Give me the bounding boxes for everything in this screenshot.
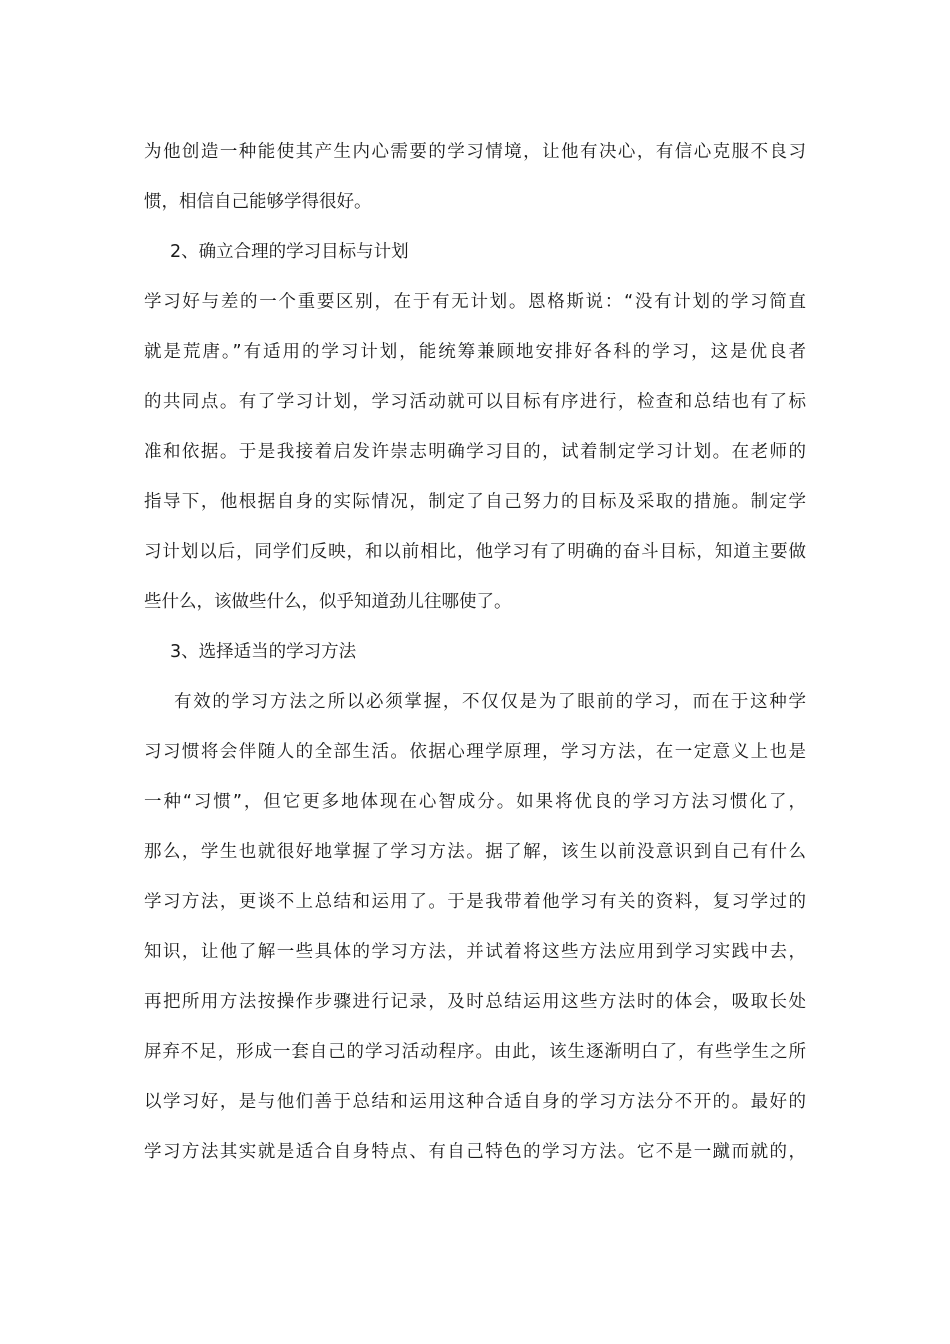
paragraph-goals xyxy=(144,277,806,627)
text-line: 知识，让他了解一些具体的学习方法，并试着将这些方法应用到学习实践中去， xyxy=(144,942,806,962)
section-heading-goals: 2、确立合理的学习目标与计划 xyxy=(170,242,409,262)
text-line: 准和依据。于是我接着启发许崇志明确学习目的，试着制定学习计划。在老师的 xyxy=(144,442,806,462)
text-line: 一种“习惯”，但它更多地体现在心智成分。如果将优良的学习方法习惯化了， xyxy=(144,792,806,812)
text-line: 为他创造一种能使其产生内心需要的学习情境，让他有决心，有信心克服不良习 xyxy=(144,142,806,162)
text-line: 以学习好，是与他们善于总结和运用这种合适自身的学习方法分不开的。最好的 xyxy=(144,1092,806,1112)
text-line: 学习方法，更谈不上总结和运用了。于是我带着他学习有关的资料，复习学过的 xyxy=(144,892,806,912)
text-line: 学习方法其实就是适合自身特点、有自己特色的学习方法。它不是一蹴而就的， xyxy=(144,1142,806,1162)
text-line: 的共同点。有了学习计划，学习活动就可以目标有序进行，检查和总结也有了标 xyxy=(144,392,806,412)
text-line: 惯，相信自己能够学得很好。 xyxy=(144,192,372,212)
text-line: 些什么，该做些什么，似乎知道劲儿往哪使了。 xyxy=(144,592,512,612)
text-line: 屏弃不足，形成一套自己的学习活动程序。由此，该生逐渐明白了，有些学生之所 xyxy=(144,1042,806,1062)
text-line: 那么，学生也就很好地掌握了学习方法。据了解，该生以前没意识到自己有什么 xyxy=(144,842,806,862)
section-heading-methods: 3、选择适当的学习方法 xyxy=(170,642,357,662)
paragraph-methods xyxy=(144,677,806,1177)
text-line: 习习惯将会伴随人的全部生活。依据心理学原理，学习方法，在一定意义上也是 xyxy=(144,742,806,762)
text-line: 再把所用方法按操作步骤进行记录，及时总结运用这些方法时的体会，吸取长处 xyxy=(144,992,806,1012)
text-line: 有效的学习方法之所以必须掌握，不仅仅是为了眼前的学习，而在于这种学 xyxy=(174,692,806,712)
document-page xyxy=(144,127,806,1177)
text-line: 习计划以后，同学们反映，和以前相比，他学习有了明确的奋斗目标，知道主要做 xyxy=(144,542,806,562)
text-line: 就是荒唐。”有适用的学习计划，能统筹兼顾地安排好各科的学习，这是优良者 xyxy=(144,342,806,362)
text-line: 指导下，他根据自身的实际情况，制定了自己努力的目标及采取的措施。制定学 xyxy=(144,492,806,512)
text-line: 学习好与差的一个重要区别，在于有无计划。恩格斯说：“没有计划的学习简直 xyxy=(144,292,806,312)
paragraph-continuation xyxy=(144,127,806,227)
